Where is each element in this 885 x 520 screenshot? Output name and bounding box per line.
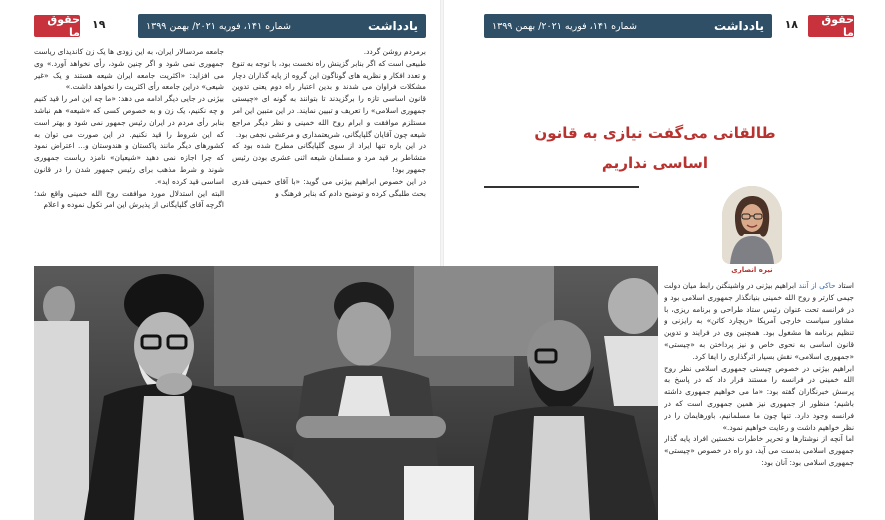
left-header-bar xyxy=(138,14,426,38)
left-page-header xyxy=(34,14,426,38)
right-header-bar xyxy=(484,14,772,38)
left-page-number: ۱۹ xyxy=(92,18,106,31)
paragraph xyxy=(664,280,854,363)
paragraph: جامعه مردسالار ایران، به این زودی ها یک زن کاندیدای ریاست جمهوری نمی شود و اگر چنین شود، رأی نخواهد آورد.» وی می افزاید: «اکثریت جامعه ایران شیعه هستند و یک «غیر شیعی» دراین جامعه رأی اکثریت را نخواهد داشت.» xyxy=(34,47,224,92)
left-page-column-right xyxy=(232,46,426,260)
inline-link[interactable]: حاکی از آنند xyxy=(798,281,836,290)
headline-line-1: طالقانی می‌گفت نیازی به قانون xyxy=(534,124,776,142)
left-issue-info: شماره ۱۴۱، فوریه ۲۰۲۱/ بهمن ۱۳۹۹ xyxy=(146,20,291,32)
left-page-column-left xyxy=(34,46,224,260)
body-lead-text: ابراهیم بیژنی در واشینگتن رابط میان دولت جیمی کارتر و روح الله خمینی بنیانگذار جمهوری اسلامی بود و در فرانسه تحت عنوان رئیس ستاد طراحی و برنامه ریزی، با مشاور سیاست خارجی آمریکا «ریچارد کاتن» به رایزنی و تنظیم برنامه ها مشغول بود. همچنین وی در فرایند و تدوین قانون اساسی به نحوی خاص و نیز پرداختن به «چیستی» «جمهوری اسلامی» نقش بسیار اثرگذاری را ایفا کرد. xyxy=(664,281,854,361)
right-page-header xyxy=(484,14,854,38)
right-issue-info: شماره ۱۴۱، فوریه ۲۰۲۱/ بهمن ۱۳۹۹ xyxy=(492,20,637,32)
paragraph: در این خصوص ابراهیم بیژنی می گوید: «با آقای خمینی قدری بحث طلبگی کرده و توضیح دادم که بنابر فرهنگ و xyxy=(232,176,426,198)
headline-line-2: اساسی نداریم xyxy=(601,154,709,172)
paragraph: بیژنی در جایی دیگر ادامه می دهد: «ما چه این امر را قید کنیم و چه نکنیم، یک زن و به خصوص کسی که «شیعه» هم نباشد بنابر رأی مردم در ایران رئیس جمهور نمی شود و بهتر است که این شروط را قید نکنیم. در این صورت می توان به کشورهای دیگر مانند پاکستان و هندوستان و... اعتراض نمود که چرا اجازه نمی دهید «شیعیان» نامزد ریاست جمهوری شوند و شرط مذهب برای رئیس جمهور شدن را در قانون اساسی قید کرده اید». xyxy=(34,94,224,186)
paragraph: برمردم روشن گردد. xyxy=(363,47,426,56)
right-section-title: یادداشت xyxy=(714,19,764,33)
article-photo xyxy=(34,266,658,520)
paragraph: اما آنچه از نوشتارها و تحریر خاطرات نخستین افراد پایه گذار جمهوری اسلامی بدست می آید، دو راه در خصوص «چیستی» جمهوری اسلامی بود: آنان بود: xyxy=(664,434,854,467)
headline-divider xyxy=(484,186,639,188)
right-page-number: ۱۸ xyxy=(784,18,798,31)
right-page-body xyxy=(664,280,854,520)
paragraph: در این باره تنها ایراد از سوی گلپایگانی مطرح شده بود که متشاطر بر قید مرد و مسلمان شیعه اثنی عشری بودن رئیس جمهور بود! xyxy=(232,141,426,174)
author-photo xyxy=(722,186,782,264)
left-logo: حقوق ما xyxy=(34,15,80,37)
paragraph: البته این استدلال مورد موافقت روح الله خمینی واقع شد؛ اگرچه آقای گلپایگانی از پذیرش این امر تکول نموده و اعلام xyxy=(34,188,224,210)
right-logo: حقوق ما xyxy=(808,15,854,37)
paragraph: طبیعی است که اگر بنابر گزینش راه نخست بود، با توجه به تنوع و تعدد افکار و نظریه های گوناگون این گروه از پایه گذاران دچار مشکلات فراوان می شدند و بدین اعتبار راه دوم یعنی تدوین قانون اساسی تازه را برگزیدند تا بتوانند به گونه ای «چیستی جمهوری اسلامی» را تعریف و تبیین نمایند. در این متبین این امر مستلزم موافقت و ابرام روح الله خمینی و نظر دیگر مراجع شیعه چون آقایان گلپایگانی، شریعتمداری و مرعشی نجفی بود. xyxy=(232,58,426,139)
paragraph: ابراهیم بیژنی در خصوص چیستی جمهوری اسلامی نظر روح الله خمینی در فرانسه را مستند قرار داد که در پاسخ به پرسش خبرنگاران گفته بود: «ما می خواهیم جمهوری داشته باشیم؛ منظور از جمهوری نیز همین جمهوری است که در فرانسه وجود دارد. تنها چون ما مسلمانیم، باورهایمان را در نظر خواهیم داشت و رعایت خواهیم نمود.» xyxy=(664,363,854,432)
article-headline xyxy=(484,118,826,178)
body-lead: استاد xyxy=(837,281,854,290)
author-portrait-image xyxy=(722,186,782,264)
left-section-title: یادداشت xyxy=(368,19,418,33)
historical-group-photo xyxy=(34,266,658,520)
author-name: نیره انصاری xyxy=(731,266,773,274)
